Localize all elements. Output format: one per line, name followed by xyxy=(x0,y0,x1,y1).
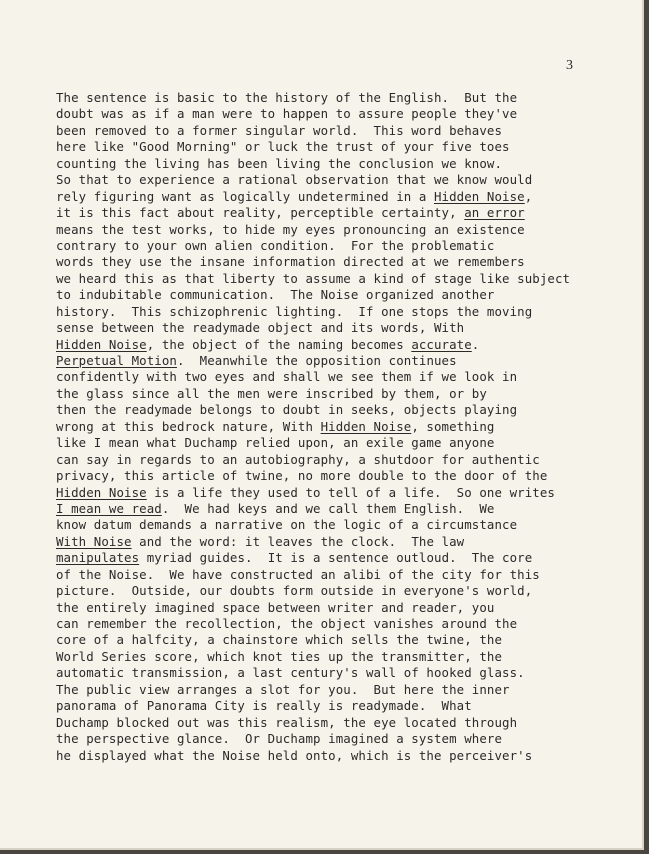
text-line: know datum demands a narrative on the logic of a circumstance xyxy=(56,517,518,533)
text-line: means the test works, to hide my eyes pronouncing an existence xyxy=(56,221,525,237)
text-line: doubt was as if a man were to happen to assure people they've xyxy=(56,106,518,122)
text-line: wrong at this bedrock nature, With Hidden Noise, something xyxy=(56,418,495,434)
text-line: confidently with two eyes and shall we see them if we look in xyxy=(56,369,518,385)
text-line: here like "Good Morning" or luck the trust of your five toes xyxy=(56,139,510,155)
text-line: counting the living has been living the conclusion we know. xyxy=(56,155,503,171)
text-line: privacy, this article of twine, no more double to the door of the xyxy=(56,468,548,484)
text-line: core of a halfcity, a chainstore which sells the twine, the xyxy=(56,632,503,648)
text-line: the perspective glance. Or Duchamp imagined a system where xyxy=(56,731,503,747)
text-line: history. This schizophrenic lighting. If one stops the moving xyxy=(56,303,533,319)
text-line: contrary to your own alien condition. For the problematic xyxy=(56,237,495,253)
text-line: picture. Outside, our doubts form outside in everyone's world, xyxy=(56,583,533,599)
text-line: the entirely imagined space between writer and reader, you xyxy=(56,599,495,615)
text-line: he displayed what the Noise held onto, which is the perceiver's xyxy=(56,747,533,763)
text-line: then the readymade belongs to doubt in seeks, objects playing xyxy=(56,402,518,418)
text-line: can remember the recollection, the object vanishes around the xyxy=(56,616,518,631)
text-line: the glass since all the men were inscribed by them, or by xyxy=(56,385,487,401)
text-line: can say in regards to an autobiography, a shutdoor for authentic xyxy=(56,451,540,467)
text-line: panorama of Panorama City is really is readymade. What xyxy=(56,698,472,714)
text-line: Hidden Noise is a life they used to tell of a life. So one writes xyxy=(56,484,555,500)
body-text xyxy=(56,90,570,764)
text-line: of the Noise. We have constructed an alibi of the city for this xyxy=(56,566,540,582)
text-line: rely figuring want as logically undetermined in a Hidden Noise, xyxy=(56,188,533,204)
text-line: automatic transmission, a last century's wall of hooked glass. xyxy=(56,665,525,681)
text-line: like I mean what Duchamp relied upon, an exile game anyone xyxy=(56,435,495,451)
text-line: we heard this as that liberty to assume a kind of stage like subject xyxy=(56,270,571,286)
text-line: manipulates myriad guides. It is a sentence outloud. The core xyxy=(56,550,533,566)
text-line: words they use the insane information directed at we remembers xyxy=(56,254,525,270)
page-number: 3 xyxy=(566,58,573,73)
text-line: Duchamp blocked out was this realism, the eye located through xyxy=(56,714,518,730)
text-line: So that to experience a rational observation that we know would xyxy=(56,172,533,188)
text-line: I mean we read. We had keys and we call them English. We xyxy=(56,500,495,516)
text-line: been removed to a former singular world. This word behaves xyxy=(56,122,503,138)
text-line: World Series score, which knot ties up the transmitter, the xyxy=(56,648,503,664)
text-line: Hidden Noise, the object of the naming becomes accurate. xyxy=(56,336,480,352)
text-line: it is this fact about reality, perceptible certainty, an error xyxy=(56,205,525,221)
text-line: The sentence is basic to the history of the English. But the xyxy=(56,90,518,105)
text-line: Perpetual Motion. Meanwhile the opposition continues xyxy=(56,353,457,368)
text-line: The public view arranges a slot for you. But here the inner xyxy=(56,681,510,697)
text-line: With Noise and the word: it leaves the clock. The law xyxy=(56,533,465,549)
text-line: to indubitable communication. The Noise organized another xyxy=(56,287,495,303)
text-line: sense between the readymade object and its words, With xyxy=(56,320,465,336)
